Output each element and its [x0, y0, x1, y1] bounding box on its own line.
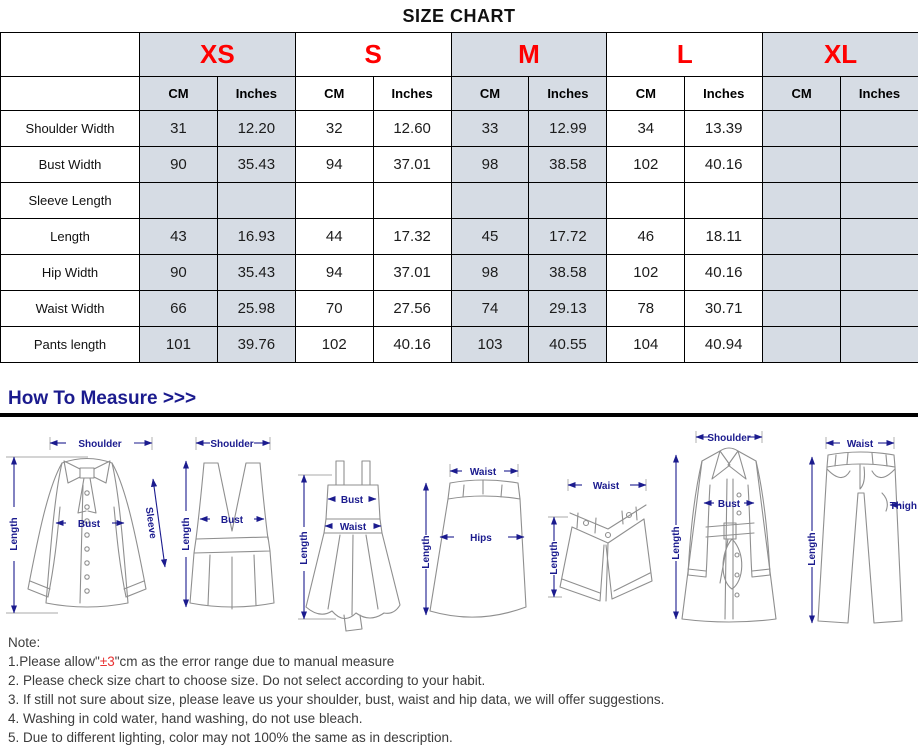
size-header-xl: XL	[763, 33, 918, 77]
figure-vest	[170, 427, 292, 627]
blouse-shoulder-label: Shoulder	[78, 439, 121, 450]
row-label: Pants length	[1, 327, 140, 363]
size-header-l: L	[607, 33, 763, 77]
size-header-row	[1, 33, 918, 77]
row-label: Sleeve Length	[1, 183, 140, 219]
measurement-cell	[763, 147, 841, 183]
measurement-cell	[295, 183, 373, 219]
measurement-cell	[841, 183, 918, 219]
unit-header-cm: CM	[763, 77, 841, 111]
measurement-cell: 35.43	[217, 147, 295, 183]
measurement-cell: 98	[451, 255, 529, 291]
measurement-cell: 34	[607, 111, 685, 147]
figure-shorts	[544, 465, 656, 615]
notes-section	[8, 633, 918, 747]
measurement-cell: 103	[451, 327, 529, 363]
measurement-cell: 37.01	[373, 255, 451, 291]
note-item-5: 5. Due to different lighting, color may not 100% the same as in description.	[8, 728, 918, 747]
measurement-cell: 101	[140, 327, 218, 363]
measurement-cell: 17.32	[373, 219, 451, 255]
measurement-cell: 98	[451, 147, 529, 183]
measurement-cell: 45	[451, 219, 529, 255]
measurement-cell: 30.71	[685, 291, 763, 327]
unit-header-inches: Inches	[217, 77, 295, 111]
measurement-cell: 25.98	[217, 291, 295, 327]
measurement-cell: 13.39	[685, 111, 763, 147]
table-row	[1, 147, 918, 183]
measurement-cell: 16.93	[217, 219, 295, 255]
measurement-cell	[841, 327, 918, 363]
unit-header-cm: CM	[140, 77, 218, 111]
measurement-cell: 40.16	[685, 255, 763, 291]
measurement-cell: 40.16	[373, 327, 451, 363]
measurement-cell: 66	[140, 291, 218, 327]
measurement-cell	[685, 183, 763, 219]
measurement-cell: 39.76	[217, 327, 295, 363]
measurement-cell	[763, 291, 841, 327]
note-item-1	[8, 652, 918, 671]
vest-shoulder-label: Shoulder	[210, 439, 253, 450]
measurement-cell: 40.94	[685, 327, 763, 363]
unit-header-cm: CM	[607, 77, 685, 111]
note-1-highlight: ±3	[100, 654, 115, 669]
measurement-cell: 74	[451, 291, 529, 327]
measurement-cell: 12.60	[373, 111, 451, 147]
measurement-cell	[841, 255, 918, 291]
shorts-length-label: Length	[549, 541, 560, 574]
dress-waist-label: Waist	[340, 522, 367, 533]
skirt-waist-label: Waist	[470, 467, 497, 478]
size-header-xs: XS	[140, 33, 296, 77]
row-label: Hip Width	[1, 255, 140, 291]
measurement-cell	[763, 327, 841, 363]
row-label: Length	[1, 219, 140, 255]
measurement-cell	[763, 183, 841, 219]
corner-cell	[1, 33, 140, 77]
measurement-cell: 102	[295, 327, 373, 363]
coat-shoulder-label: Shoulder	[707, 433, 750, 444]
coat-length-label: Length	[671, 526, 682, 559]
measurement-cell: 33	[451, 111, 529, 147]
unit-header-cm: CM	[295, 77, 373, 111]
table-row	[1, 255, 918, 291]
measurement-cell: 90	[140, 255, 218, 291]
measurement-cell: 40.16	[685, 147, 763, 183]
row-label: Waist Width	[1, 291, 140, 327]
pants-waist-label: Waist	[847, 439, 874, 450]
figure-skirt	[412, 447, 544, 647]
measurement-cell	[373, 183, 451, 219]
coat-bust-label: Bust	[718, 499, 741, 510]
measurement-cell: 70	[295, 291, 373, 327]
blouse-sleeve-label: Sleeve	[143, 506, 158, 539]
dress-bust-label: Bust	[341, 495, 364, 506]
measurement-cell: 40.55	[529, 327, 607, 363]
table-body	[1, 111, 918, 363]
measurement-cell: 12.99	[529, 111, 607, 147]
shorts-waist-label: Waist	[593, 481, 620, 492]
pants-thigh-label: Thigh	[890, 501, 917, 512]
table-row	[1, 327, 918, 363]
measurement-cell: 38.58	[529, 255, 607, 291]
how-to-measure-heading: How To Measure >>>	[8, 388, 918, 410]
measurement-cell	[841, 219, 918, 255]
measurement-cell: 37.01	[373, 147, 451, 183]
table-row	[1, 183, 918, 219]
measurement-cell	[841, 291, 918, 327]
figure-dress	[292, 443, 412, 643]
table-row	[1, 219, 918, 255]
note-1-suffix: "cm as the error range due to manual measure	[115, 654, 394, 669]
size-chart-table	[0, 32, 918, 363]
figure-coat	[656, 425, 802, 625]
measurement-cell	[841, 111, 918, 147]
measurement-cell: 18.11	[685, 219, 763, 255]
measurement-cell: 27.56	[373, 291, 451, 327]
table-row	[1, 291, 918, 327]
measurement-cell: 31	[140, 111, 218, 147]
blouse-length-label: Length	[9, 517, 20, 550]
measurement-cell: 12.20	[217, 111, 295, 147]
measurement-cell	[451, 183, 529, 219]
measurement-cell	[140, 183, 218, 219]
size-header-m: M	[451, 33, 607, 77]
measurement-cell: 46	[607, 219, 685, 255]
row-label: Bust Width	[1, 147, 140, 183]
table-row	[1, 111, 918, 147]
vest-length-label: Length	[181, 517, 192, 550]
measurement-cell: 38.58	[529, 147, 607, 183]
measurement-cell: 78	[607, 291, 685, 327]
blouse-bust-label: Bust	[78, 519, 101, 530]
skirt-hips-label: Hips	[470, 533, 492, 544]
vest-bust-label: Bust	[221, 515, 244, 526]
measurement-cell	[607, 183, 685, 219]
measurement-cell: 94	[295, 147, 373, 183]
measure-figures	[0, 417, 918, 625]
measurement-cell: 102	[607, 147, 685, 183]
measurement-cell: 17.72	[529, 219, 607, 255]
row-label: Shoulder Width	[1, 111, 140, 147]
measurement-cell	[217, 183, 295, 219]
measurement-cell: 43	[140, 219, 218, 255]
measurement-cell: 90	[140, 147, 218, 183]
measurement-cell: 35.43	[217, 255, 295, 291]
measurement-cell	[763, 219, 841, 255]
measurement-cell: 32	[295, 111, 373, 147]
measurement-cell	[529, 183, 607, 219]
corner-cell	[1, 77, 140, 111]
measurement-cell	[841, 147, 918, 183]
unit-header-inches: Inches	[685, 77, 763, 111]
notes-heading: Note:	[8, 633, 918, 652]
figure-pants	[802, 431, 918, 631]
note-1-prefix: 1.Please allow"	[8, 654, 100, 669]
measurement-cell: 104	[607, 327, 685, 363]
note-item-3: 3. If still not sure about size, please leave us your shoulder, bust, waist and hip data, we will offer suggestions.	[8, 690, 918, 709]
unit-header-cm: CM	[451, 77, 529, 111]
pants-length-label: Length	[807, 532, 818, 565]
unit-header-inches: Inches	[373, 77, 451, 111]
note-item-2: 2. Please check size chart to choose size. Do not select according to your habit.	[8, 671, 918, 690]
measurement-cell: 94	[295, 255, 373, 291]
unit-header-inches: Inches	[841, 77, 918, 111]
unit-header-inches: Inches	[529, 77, 607, 111]
figure-blouse	[0, 427, 170, 627]
measurement-cell	[763, 255, 841, 291]
measurement-cell: 29.13	[529, 291, 607, 327]
measurement-cell	[763, 111, 841, 147]
size-header-s: S	[295, 33, 451, 77]
unit-header-row	[1, 77, 918, 111]
skirt-length-label: Length	[421, 535, 432, 568]
page-title: SIZE CHART	[0, 6, 918, 27]
note-item-4: 4. Washing in cold water, hand washing, do not use bleach.	[8, 709, 918, 728]
measurement-cell: 44	[295, 219, 373, 255]
dress-length-label: Length	[299, 531, 310, 564]
measurement-cell: 102	[607, 255, 685, 291]
